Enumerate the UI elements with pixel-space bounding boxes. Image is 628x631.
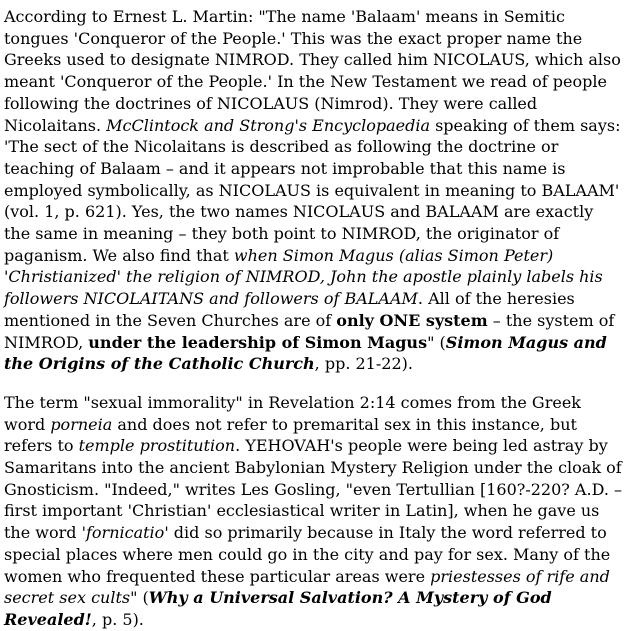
text-run-normal: . YEHOVAH's people were being led astray by Samaritans into the ancient Babylonian Mystery Religion under the cloak of Gnosticism. "Indeed," writes Les Gosling, "even Tertullian [160?-220? A.D. – first important 'Christian' ecclesiastical writer in Latin], when he gave us the word ' (4, 436, 622, 543)
text-run-normal: – the system of NIMROD, (4, 310, 615, 352)
text-run-bold: only ONE system (336, 310, 488, 330)
text-run-normal: , pp. 21-22). (314, 354, 413, 374)
text-run-italic: McClintock and Strong's Encyclopaedia (106, 115, 430, 135)
paragraph-porneia (4, 392, 623, 631)
text-run-normal: speaking of them says: 'The sect of the Nicolaitans is described as following the doctrine or teaching of Balaam – and it appears not improbable that this name is employed symbolically, as NICOLAUS is equivalent in meaning to BALAAM' (vol. 1, p. 621). Yes, the two names NICOLAUS and BALAAM are exactly the same in meaning – they both point to NIMROD, the originator of paganism. We also find that (4, 115, 621, 265)
text-run-normal: " ( (130, 588, 149, 608)
text-run-normal: , p. 5). (91, 609, 144, 629)
text-run-normal: The term "sexual immorality" in Revelation 2:14 comes from the Greek word (4, 392, 581, 434)
text-run-italic: temple prostitution (78, 436, 236, 456)
text-run-italic: priestesses of rife and secret sex cults (4, 566, 610, 608)
text-run-bold: under the leadership of Simon Magus (88, 332, 428, 352)
paragraph-martin-quote (4, 6, 623, 375)
text-run-normal: " ( (427, 332, 446, 352)
text-run-normal: and does not refer to premarital sex in this instance, but refers to (4, 414, 577, 456)
text-run-normal: According to Ernest L. Martin: "The name 'Balaam' means in Semitic tongues 'Conqueror of the People.' This was the exact proper name the Greeks used to designate NIMROD. They called him NICOLAUS, which also meant 'Conqueror of the People.' In the New Testament we read of people following the doctrines of NICOLAUS (Nimrod). They were called Nicolaitans. (4, 7, 621, 135)
text-run-italic: fornicatio (86, 523, 165, 543)
text-run-italic: porneia (50, 414, 113, 434)
text-run-italic: when Simon Magus (alias Simon Peter) 'Christianized' the religion of NIMROD, John the apostle plainly labels his followers NICOLAITANS and followers of BALAAM (4, 245, 603, 309)
text-run-normal: ' did so primarily because in Italy the word referred to special places where men could go in the city and pay for sex. Many of the women who frequented these particular areas were (4, 523, 611, 586)
text-run-normal: . All of the heresies mentioned in the Seven Churches are of (4, 289, 575, 330)
text-run-bold-italic: Simon Magus and the Origins of the Catholic Church (4, 332, 607, 374)
text-run-bold-italic: Why a Universal Salvation? A Mystery of God Revealed! (4, 588, 552, 629)
